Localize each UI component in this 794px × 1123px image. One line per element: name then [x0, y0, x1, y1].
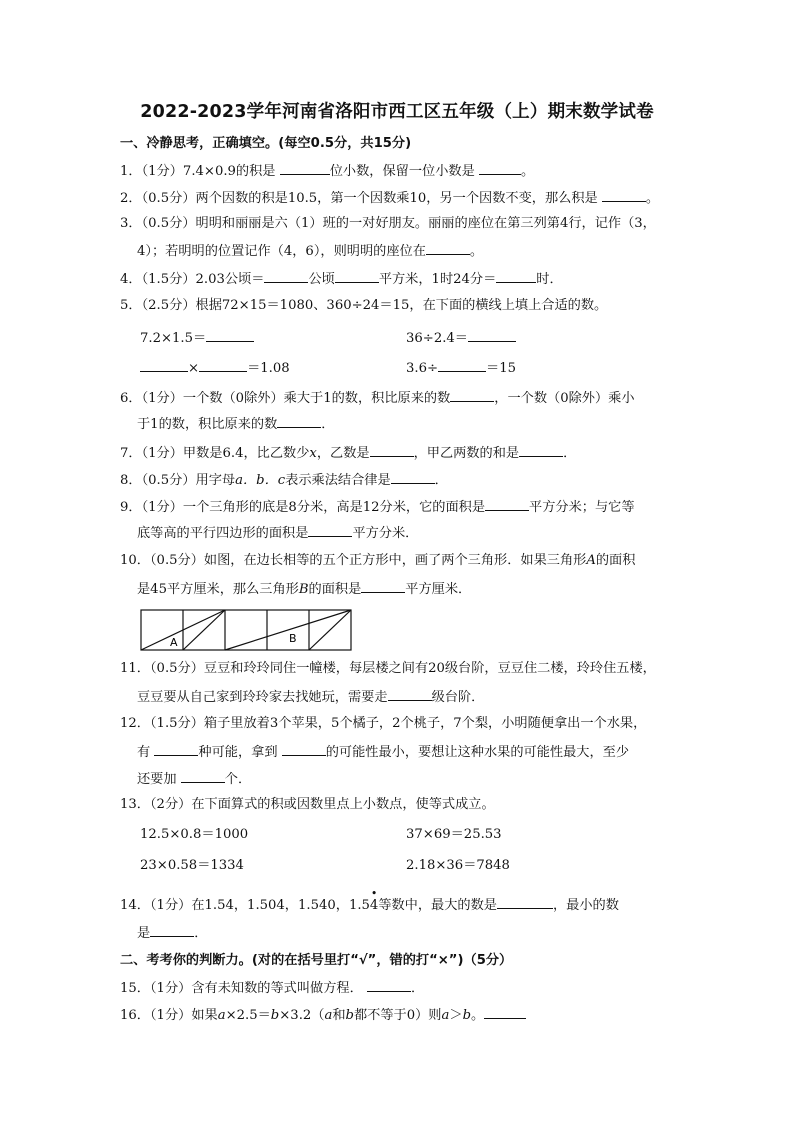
- answer-blank[interactable]: [181, 769, 225, 783]
- answer-blank[interactable]: [154, 742, 198, 756]
- question-5-eq-4: 3.6÷ ＝15: [406, 358, 516, 378]
- triangle-b-edge: [309, 610, 351, 650]
- question-10: 10．（0.5分）如图，在边长相等的五个正方形中，画了两个三角形．如果三角形A的面积: [120, 553, 636, 568]
- triangle-b-edge: [225, 610, 351, 650]
- answer-blank[interactable]: [199, 358, 247, 372]
- question-3-cont: 4）；若明明的位置记作（4，6），则明明的座位在 。: [137, 241, 483, 261]
- question-4: 4．（1.5分）2.03公顷＝ 公顷 平方米，1时24分＝ 时．: [120, 269, 563, 289]
- question-11-cont: 豆豆要从自己家到玲玲家去找她玩，需要走 级台阶．: [137, 687, 484, 707]
- answer-blank[interactable]: [361, 579, 405, 593]
- question-15: 15．（1分）含有未知数的等式叫做方程． ．: [120, 978, 424, 998]
- question-2: 2．（0.5分）两个因数的积是10.5，第一个因数乘10，另一个因数不变，那么积是 。: [120, 188, 659, 208]
- answer-blank[interactable]: [388, 687, 432, 701]
- answer-blank[interactable]: [438, 358, 486, 372]
- answer-blank[interactable]: [479, 161, 521, 175]
- repeating-dot: •: [370, 887, 378, 900]
- answer-blank[interactable]: [308, 523, 352, 537]
- answer-blank[interactable]: [426, 241, 470, 255]
- question-5-eq-1: 7.2×1.5＝: [140, 328, 254, 348]
- question-9: 9．（1分）一个三角形的底是8分米，高是12分米，它的面积是 平方分米；与它等: [120, 497, 635, 517]
- question-6-cont: 于1的数，积比原来的数 ．: [137, 414, 334, 434]
- answer-blank[interactable]: [496, 269, 536, 283]
- answer-blank[interactable]: [277, 414, 321, 428]
- question-12: 12．（1.5分）箱子里放着3个苹果，5个橘子，2个桃子，7个梨，小明随便拿出一个水果，: [120, 716, 647, 731]
- question-14: 14．（1分）在1.54，1.504，1.540，1.5 • 4等数中，最大的数是 ，最小的数: [120, 887, 619, 913]
- question-5-eq-3: × ＝1.08: [140, 358, 290, 378]
- answer-blank[interactable]: [206, 328, 254, 342]
- question-6: 6．（1分）一个数（0除外）乘大于1的数，积比原来的数 ，一个数（0除外）乘小: [120, 388, 635, 408]
- answer-blank[interactable]: [497, 895, 553, 909]
- answer-blank[interactable]: [484, 1005, 526, 1019]
- question-13-eq-1[interactable]: 12.5×0.8＝1000: [140, 827, 249, 842]
- answer-blank[interactable]: [280, 161, 330, 175]
- triangle-a-edge: [183, 610, 225, 650]
- question-11: 11．（0.5分）豆豆和玲玲同住一幢楼，每层楼之间有20级台阶，豆豆住二楼，玲玲住五楼，: [120, 661, 656, 676]
- question-16: 16．（1分）如果a×2.5＝b×3.2（a和b都不等于0）则a＞b。: [120, 1005, 526, 1025]
- answer-blank[interactable]: [370, 443, 414, 457]
- question-5-eq-2: 36÷2.4＝: [406, 328, 516, 348]
- answer-blank[interactable]: [602, 188, 646, 202]
- answer-blank[interactable]: [264, 269, 308, 283]
- answer-blank[interactable]: [468, 328, 516, 342]
- repeating-decimal-digit: • 4: [369, 887, 379, 913]
- question-13-eq-3[interactable]: 23×0.58＝1334: [140, 858, 244, 873]
- exam-title: 2022-2023学年河南省洛阳市西工区五年级（上）期末数学试卷: [140, 102, 654, 122]
- triangle-b-label: B: [289, 632, 297, 645]
- question-3: 3．（0.5分）明明和丽丽是六（1）班的一对好朋友。丽丽的座位在第三列第4行，记作（3，: [120, 216, 656, 231]
- section-one-heading: 一、冷静思考，正确填空。(每空0.5分，共15分): [120, 136, 412, 151]
- answer-blank[interactable]: [485, 497, 529, 511]
- answer-blank[interactable]: [140, 358, 188, 372]
- answer-blank[interactable]: [282, 742, 326, 756]
- question-10-cont: 是45平方厘米，那么三角形B的面积是 平方厘米．: [137, 579, 471, 599]
- section-two-heading: 二、考考你的判断力。(对的在括号里打“√”，错的打“×”)（5分）: [120, 953, 513, 968]
- question-14-cont: 是 ．: [137, 923, 207, 943]
- question-13-eq-4[interactable]: 2.18×36＝7848: [406, 858, 510, 873]
- answer-blank[interactable]: [150, 923, 194, 937]
- answer-blank[interactable]: [391, 470, 435, 484]
- question-7: 7．（1分）甲数是6.4，比乙数少x，乙数是 ，甲乙两数的和是 ．: [120, 443, 576, 463]
- answer-blank[interactable]: [519, 443, 563, 457]
- question-1: 1．（1分）7.4×0.9的积是 位小数，保留一位小数是 。: [120, 161, 534, 181]
- question-5: 5．（2.5分）根据72×15＝1080、360÷24＝15，在下面的横线上填上合适的数。: [120, 298, 608, 313]
- five-squares-figure: [140, 606, 354, 652]
- question-8: 8．（0.5分）用字母a．b．c表示乘法结合律是 ．: [120, 470, 448, 490]
- triangle-a-label: A: [170, 636, 178, 649]
- answer-blank[interactable]: [335, 269, 379, 283]
- question-13: 13．（2分）在下面算式的积或因数里点上小数点，使等式成立。: [120, 797, 495, 812]
- answer-blank[interactable]: [367, 978, 411, 992]
- question-9-cont: 底等高的平行四边形的面积是 平方分米．: [137, 523, 418, 543]
- question-13-eq-2[interactable]: 37×69＝25.53: [406, 827, 502, 842]
- question-12-cont-2: 还要加 个．: [137, 769, 251, 789]
- question-12-cont: 有 种可能，拿到 的可能性最小，要想让这种水果的可能性最大，至少: [137, 742, 629, 762]
- answer-blank[interactable]: [450, 388, 494, 402]
